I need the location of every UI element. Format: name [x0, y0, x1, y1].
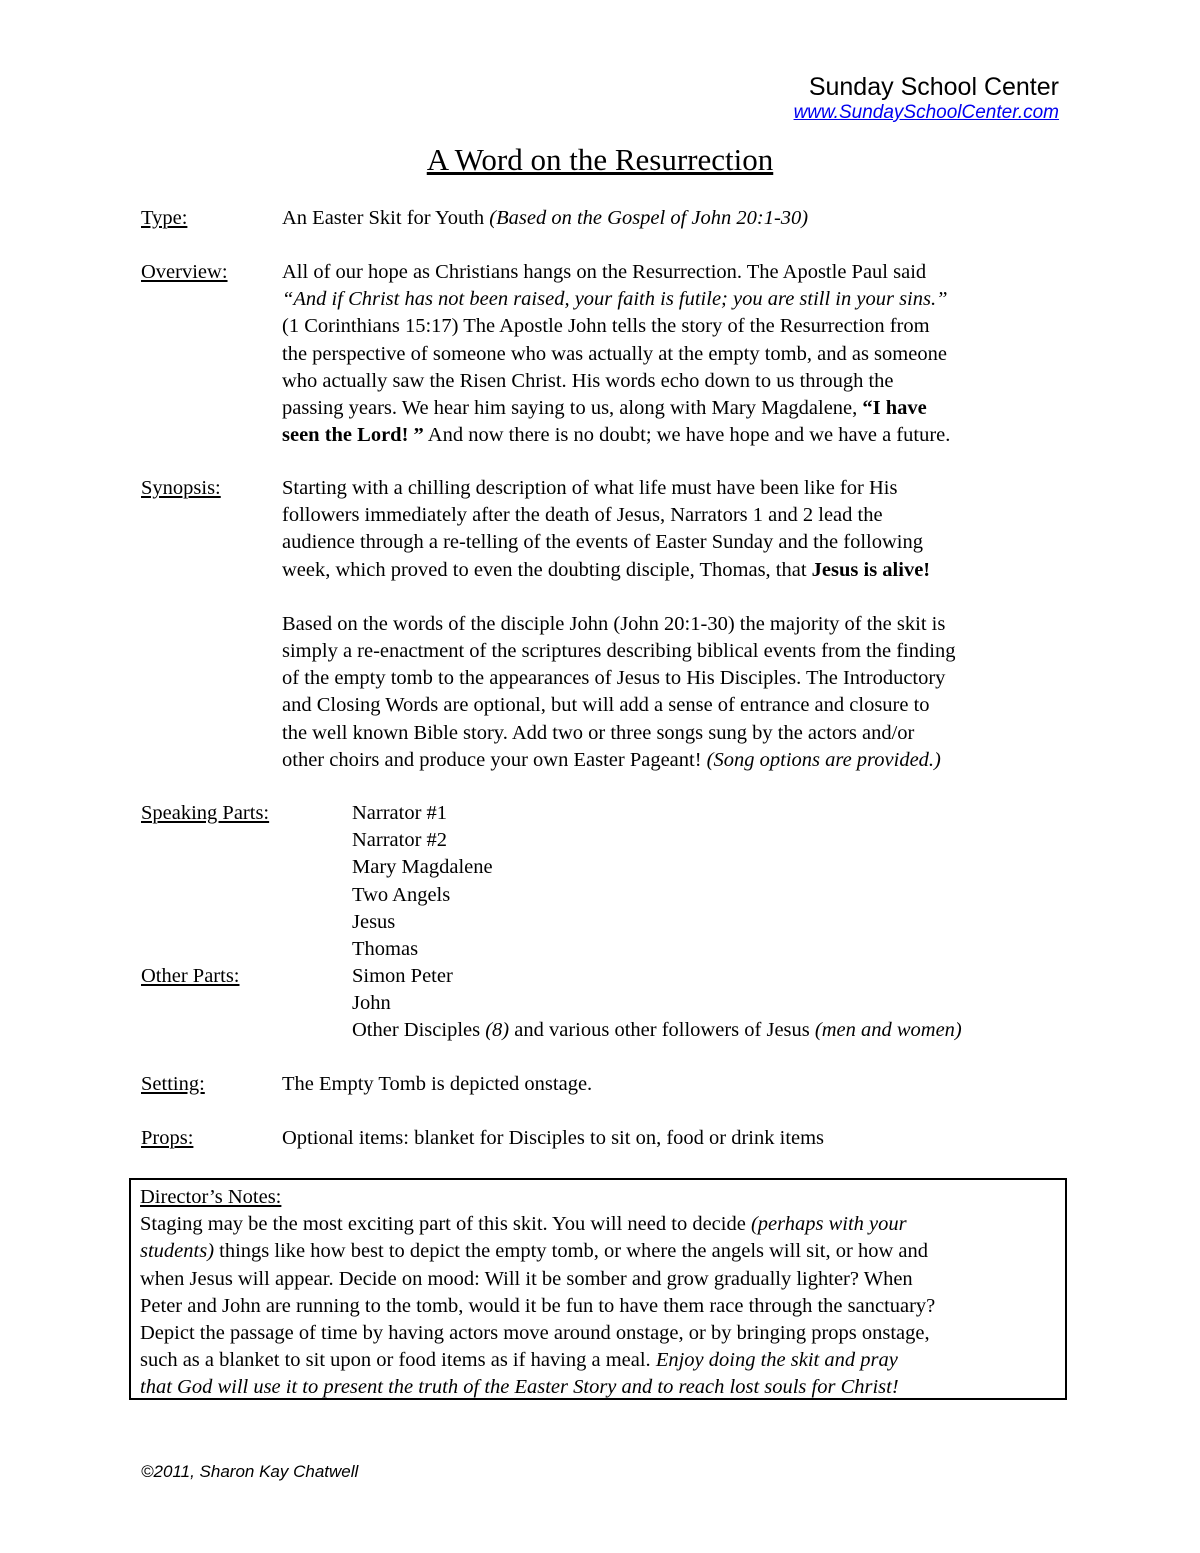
speaking-parts-list: [352, 800, 1066, 963]
overview-text: [282, 259, 1066, 449]
notes-line: that God will use it to present the truth of the Easter Story and to reach lost souls for Christ!: [140, 1376, 899, 1399]
brand-name: Sunday School Center: [808, 73, 1059, 101]
synopsis-text: [282, 475, 1066, 774]
other-parts-label: Other Parts:: [141, 965, 240, 987]
list-item: Narrator #2: [352, 829, 448, 852]
list-item: Thomas: [352, 938, 419, 961]
list-item: [352, 1017, 1066, 1044]
list-item: Narrator #1: [352, 802, 448, 824]
speaking-parts-section: [141, 800, 1066, 963]
props-label: Props:: [141, 1127, 194, 1149]
synopsis-line: followers immediately after the death of Jesus, Narrators 1 and 2 lead the: [282, 504, 883, 527]
synopsis-line: simply a re-enactment of the scriptures describing biblical events from the finding: [282, 640, 956, 663]
props-text: Optional items: blanket for Disciples to sit on, food or drink items: [282, 1127, 825, 1149]
type-text-plain: An Easter Skit for Youth: [282, 207, 490, 229]
overview-line: the perspective of someone who was actually at the empty tomb, and as someone: [282, 342, 947, 365]
overview-section: [141, 259, 1066, 449]
type-label: Type:: [141, 207, 188, 229]
overview-line-plain: And now there is no doubt; we have hope and we have a future.: [423, 424, 951, 447]
overview-line: who actually saw the Risen Christ. His words echo down to us through the: [282, 369, 894, 392]
setting-section: [141, 1071, 1066, 1098]
synopsis-line: Based on the words of the disciple John (John 20:1-30) the majority of the skit is: [282, 612, 946, 635]
synopsis-line-bold: Jesus is alive!: [811, 558, 931, 581]
document-title: A Word on the Resurrection: [426, 142, 774, 177]
other-parts-list: [352, 963, 1066, 1045]
notes-line-italic: Enjoy doing the skit and pray: [655, 1349, 898, 1372]
list-item: Simon Peter: [352, 965, 453, 987]
overview-quote: “And if Christ has not been raised, your faith is futile; you are still in your sins.”: [282, 288, 948, 311]
notes-line-italic: students): [140, 1240, 215, 1263]
list-item-italic: (8): [485, 1019, 510, 1042]
notes-line-plain: things like how best to depict the empty tomb, or where the angels will sit, or how and: [214, 1240, 928, 1263]
overview-line-plain: passing years. We hear him saying to us, along with Mary Magdalene,: [282, 397, 863, 420]
overview-line: [282, 395, 1066, 422]
synopsis-label: Synopsis:: [141, 477, 221, 499]
directors-notes-box: [129, 1178, 1067, 1400]
list-item-plain: Other Disciples: [352, 1019, 486, 1042]
synopsis-section: [141, 475, 1066, 774]
list-item: John: [352, 992, 391, 1015]
other-parts-section: [141, 963, 1066, 1045]
overview-line: (1 Corinthians 15:17) The Apostle John tells the story of the Resurrection from: [282, 315, 930, 338]
notes-line: [140, 1238, 1056, 1265]
synopsis-line-italic: (Song options are provided.): [706, 748, 941, 771]
notes-line: [140, 1347, 1056, 1374]
synopsis-line: Starting with a chilling description of what life must have been like for His: [282, 477, 898, 499]
list-item-plain: and various other followers of Jesus: [509, 1019, 815, 1042]
list-item-italic: (men and women): [814, 1019, 962, 1042]
props-section: [141, 1125, 1066, 1152]
notes-line: Peter and John are running to the tomb, would it be fun to have them race through the sanctuary?: [140, 1294, 936, 1317]
synopsis-line: [282, 747, 1066, 774]
synopsis-line-plain: week, which proved to even the doubting disciple, Thomas, that: [282, 558, 812, 581]
list-item: Mary Magdalene: [352, 856, 493, 879]
setting-label: Setting:: [141, 1073, 205, 1095]
brand-header: [794, 72, 1059, 124]
directors-notes-label: Director’s Notes:: [140, 1186, 282, 1208]
notes-line-italic: (perhaps with your: [750, 1213, 907, 1236]
type-text: [282, 205, 1066, 232]
notes-line: [140, 1211, 1056, 1238]
synopsis-line-plain: other choirs and produce your own Easter Pageant!: [282, 748, 707, 771]
notes-line: when Jesus will appear. Decide on mood: Will it be somber and grow gradually lighter? When: [140, 1267, 913, 1290]
overview-line-bold: seen the Lord! ”: [282, 424, 424, 447]
copyright-footer: ©2011, Sharon Kay Chatwell: [141, 1462, 359, 1481]
overview-line: [282, 422, 1066, 449]
synopsis-line: [282, 557, 1066, 584]
notes-line: Depict the passage of time by having actors move around onstage, or by bringing props onstage,: [140, 1322, 930, 1345]
type-text-italic: (Based on the Gospel of John 20:1-30): [489, 207, 809, 229]
overview-label: Overview:: [141, 261, 228, 283]
brand-url-link[interactable]: www.SundaySchoolCenter.com: [793, 102, 1059, 123]
overview-line-bold: “I have: [862, 397, 927, 420]
speaking-parts-label: Speaking Parts:: [141, 802, 270, 824]
overview-line: All of our hope as Christians hangs on the Resurrection. The Apostle Paul said: [282, 261, 927, 283]
type-section: [141, 205, 1066, 232]
notes-line-plain: such as a blanket to sit upon or food items as if having a meal.: [140, 1349, 656, 1372]
synopsis-line: and Closing Words are optional, but will add a sense of entrance and closure to: [282, 694, 930, 717]
synopsis-line: of the empty tomb to the appearances of Jesus to His Disciples. The Introductory: [282, 667, 946, 690]
notes-line-plain: Staging may be the most exciting part of this skit. You will need to decide: [140, 1213, 751, 1236]
synopsis-line: the well known Bible story. Add two or three songs sung by the actors and/or: [282, 721, 915, 744]
synopsis-line: audience through a re-telling of the events of Easter Sunday and the following: [282, 531, 923, 554]
list-item: Two Angels: [352, 883, 451, 906]
setting-text: The Empty Tomb is depicted onstage.: [282, 1073, 593, 1095]
list-item: Jesus: [352, 910, 396, 933]
